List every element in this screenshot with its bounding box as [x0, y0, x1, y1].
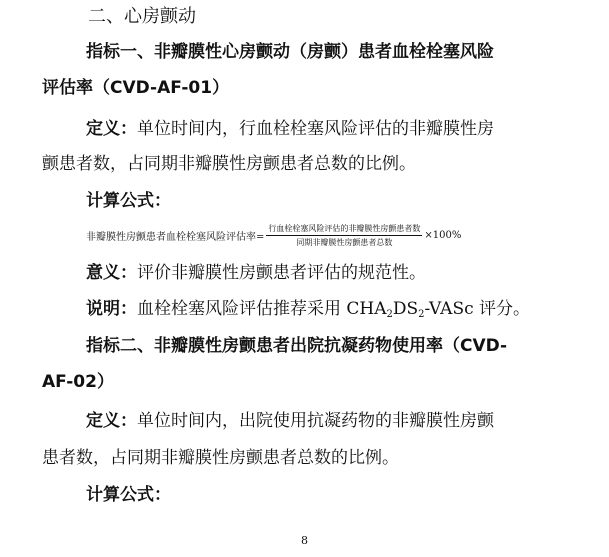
indicator2-definition-line1: [86, 410, 494, 432]
note-text-c: -VASc 评分。: [424, 299, 531, 319]
definition-text: 单位时间内，行血栓栓塞风险评估的非瓣膜性房: [137, 119, 494, 139]
definition-label: 定义：: [86, 119, 137, 139]
indicator1-title-line1: 指标一、非瓣膜性心房颤动（房颤）患者血栓栓塞风险: [86, 42, 494, 62]
formula-numerator: 行血栓栓塞风险评估的非瓣膜性房颤患者数: [266, 223, 422, 236]
note-subscript-2: 2: [418, 309, 425, 320]
indicator1-title-line2: 评估率（CVD-AF-01）: [42, 78, 230, 98]
indicator2-title-line1: 指标二、非瓣膜性房颤患者出院抗凝药物使用率（CVD-: [86, 336, 508, 356]
indicator1-formula-label: 计算公式：: [86, 191, 171, 211]
indicator1-note: [86, 298, 530, 326]
indicator2-formula-label: 计算公式：: [86, 485, 171, 505]
formula-lhs: 非瓣膜性房颤患者血栓栓塞风险评估率=: [86, 232, 265, 243]
formula-denominator: 同期非瓣膜性房颤患者总数: [296, 238, 393, 247]
definition-text: 单位时间内，出院使用抗凝药物的非瓣膜性房颤: [137, 411, 494, 431]
note-subscript-1: 2: [386, 309, 393, 320]
indicator2-title-line2: AF-02）: [42, 372, 114, 392]
indicator1-definition-line1: [86, 118, 494, 140]
indicator1-definition-line2: 颤患者数，占同期非瓣膜性房颤患者总数的比例。: [42, 154, 416, 174]
note-text-a: 血栓栓塞风险评估推荐采用 CHA: [137, 299, 387, 319]
formula-multiplier: ×100%: [424, 230, 462, 241]
meaning-text: 评价非瓣膜性房颤患者评估的规范性。: [137, 263, 426, 283]
page-number: 8: [301, 534, 308, 547]
indicator2-definition-line2: 患者数，占同期非瓣膜性房颤患者总数的比例。: [42, 448, 399, 468]
indicator1-formula: [86, 223, 461, 248]
note-text-b: DS: [392, 299, 419, 319]
meaning-label: 意义：: [86, 263, 137, 283]
formula-fraction: [266, 223, 422, 248]
indicator1-meaning: [86, 262, 426, 284]
note-label: 说明：: [86, 299, 137, 319]
definition-label: 定义：: [86, 411, 137, 431]
section-title: 二、心房颤动: [88, 6, 196, 27]
